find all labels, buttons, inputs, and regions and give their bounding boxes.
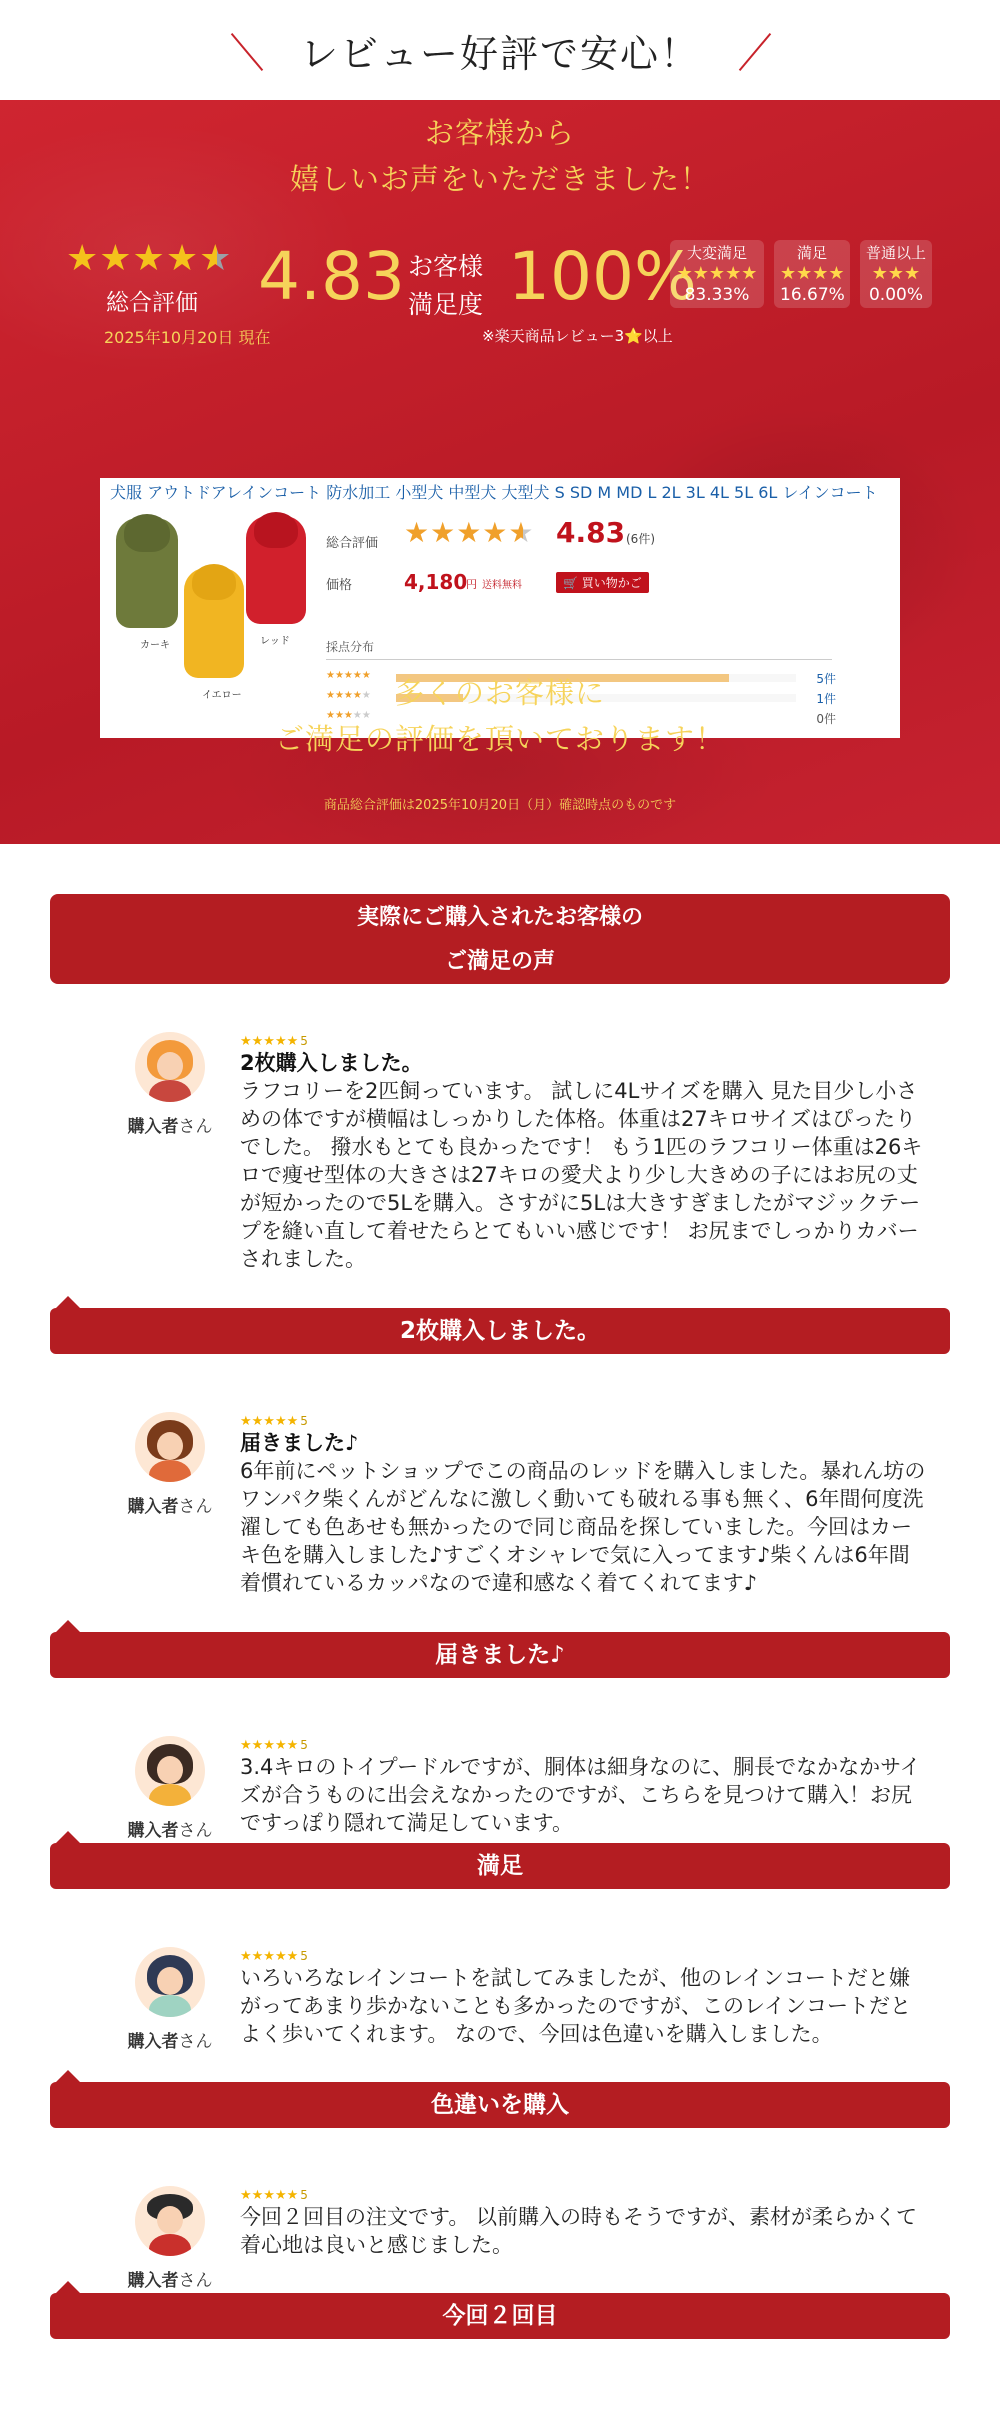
breakdown-stars: ★★★ xyxy=(871,263,921,284)
breakdown-label: 普通以上 xyxy=(866,244,927,262)
buyer-label: 購入者 xyxy=(127,2032,179,2052)
review-stars xyxy=(240,1034,930,1049)
review-content xyxy=(240,1949,930,2048)
review-stars xyxy=(240,1738,930,1753)
review-body: 今回２回目の注文です。 以前購入の時もそうですが、素材が柔らかくて 着心地は良いと感じました。 xyxy=(240,2205,917,2257)
product-title-link[interactable]: 犬服 アウトドアレインコート 防水加工 小型犬 中型犬 大型犬 S SD M MD L 2L 3L 4L 5L 6L レインコート xyxy=(110,483,878,502)
star-icon: ★★★★ xyxy=(326,690,362,701)
breakdown-satisfied xyxy=(774,240,850,308)
star-icon: ★★★ xyxy=(326,710,353,721)
review-score: 5 xyxy=(300,1414,308,1428)
raincoat-khaki-image xyxy=(116,518,178,628)
satisfaction-percent: 100% xyxy=(508,238,697,315)
breakdown-stars: ★★★★★ xyxy=(676,263,758,284)
reviewer xyxy=(100,1032,240,1137)
buyer-suffix: さん xyxy=(178,1497,213,1517)
reviewer xyxy=(100,1736,240,1841)
thanks-line-2: 嬉しいお声をいただきました！ xyxy=(289,162,710,196)
distribution-count-link[interactable]: 5件 xyxy=(816,672,836,686)
review-score: 5 xyxy=(300,1738,308,1752)
stats-row xyxy=(0,202,1000,347)
breakdown-label: 満足 xyxy=(796,244,827,262)
buyer-label: 購入者 xyxy=(127,2271,179,2291)
buyer-suffix: さん xyxy=(178,2032,213,2052)
review-count-link[interactable]: (6件) xyxy=(626,532,655,546)
breakdown-percent: 0.00% xyxy=(868,285,923,305)
overall-stars xyxy=(66,238,232,279)
review-title: 2枚購入しました。 xyxy=(240,1051,423,1075)
review-highlight-bar: 色違いを購入 xyxy=(50,2082,950,2128)
rating-label: 総合評価 xyxy=(326,536,379,551)
satisfaction-label-2: 満足度 xyxy=(408,290,484,319)
section-title: レビュー好評で安心！ xyxy=(299,31,700,76)
buyer-suffix: さん xyxy=(178,1117,213,1137)
free-shipping-label: 送料無料 xyxy=(482,580,522,591)
buyer-name xyxy=(100,2266,240,2291)
empty-star-icon: ★★ xyxy=(352,710,371,721)
buyer-name xyxy=(100,1112,240,1137)
breakdown-stars: ★★★★ xyxy=(780,263,845,284)
distribution-count-link[interactable]: 1件 xyxy=(816,692,836,706)
breakdown-very-satisfied xyxy=(670,240,764,308)
satisfaction-message xyxy=(0,670,1000,762)
buyer-suffix: さん xyxy=(178,2271,213,2291)
price-unit: 円 xyxy=(466,578,477,591)
star-icon: ★★★★★ xyxy=(326,670,371,681)
divider xyxy=(326,659,832,660)
avatar xyxy=(135,1947,205,2017)
raincoat-red-image xyxy=(246,516,306,624)
avatar xyxy=(135,1412,205,1482)
color-label-yellow: イエロー xyxy=(202,690,242,701)
review-highlight-bar: 今回２回目 xyxy=(50,2293,950,2339)
review-card xyxy=(50,1688,950,1899)
review-note: ※楽天商品レビュー3⭐以上 xyxy=(482,327,673,345)
reviewer xyxy=(100,1412,240,1517)
avatar xyxy=(135,1032,205,1102)
thanks-line-1: お客様から xyxy=(424,116,575,150)
review-stars xyxy=(240,1949,930,1964)
review-body: 3.4キロのトイプードルですが、胴体は細身なのに、胴長でなかなかサイズが合うものに出会えなかったのですが、こちらを見つけて購入！お尻ですっぽり隠れて満足しています。 xyxy=(240,1755,921,1835)
decor-slash-right xyxy=(739,33,771,71)
review-stars xyxy=(240,1414,930,1429)
star-icon: ★★★★★ xyxy=(240,1949,299,1964)
distribution-label: 採点分布 xyxy=(326,640,375,654)
buyer-label: 購入者 xyxy=(127,1821,179,1841)
breakdown-average-or-above xyxy=(860,240,932,308)
buyer-label: 購入者 xyxy=(127,1497,179,1517)
review-body: いろいろなレインコートを試してみましたが、他のレインコートだと嫌がってあまり歩かないことも多かったのですが、このレインコートだとよく歩いてくれます。 なので、今回は色違いを購入しました。 xyxy=(240,1966,911,2046)
price-label: 価格 xyxy=(326,578,353,593)
satisfaction-label xyxy=(408,248,483,324)
add-to-cart-button[interactable]: 🛒 買い物かご xyxy=(556,572,649,593)
breakdown-label: 大変満足 xyxy=(686,244,747,262)
decor-slash-left xyxy=(231,33,263,71)
half-star-icon: ★ xyxy=(199,238,233,279)
breakdown-boxes xyxy=(670,240,932,308)
review-card xyxy=(50,984,950,1364)
voices-heading-line-1: 実際にご購入されたお客様の xyxy=(356,905,643,930)
avatar xyxy=(135,2186,205,2256)
buyer-suffix: さん xyxy=(178,1821,213,1841)
review-content xyxy=(240,1034,930,1273)
review-content xyxy=(240,2188,930,2259)
review-card xyxy=(50,1899,950,2138)
raincoat-yellow-image xyxy=(184,568,244,678)
star-icon: ★★★★★ xyxy=(240,1738,299,1753)
review-score: 5 xyxy=(300,1949,308,1963)
message-line-1: 多くのお客様に xyxy=(394,676,605,710)
review-card xyxy=(50,1364,950,1688)
buyer-name xyxy=(100,1816,240,1841)
review-content xyxy=(240,1738,930,1837)
rating-summary-band xyxy=(0,100,1000,844)
star-icon: ★★★★ xyxy=(66,238,200,279)
overall-score: 4.83 xyxy=(258,238,405,315)
review-body: 6年前にペットショップでこの商品のレッドを購入しました。暴れん坊のワンパク柴くんがどんなに激しく動いても破れる事も無く、6年間何度洗濯しても色あせも無かったので同じ商品を探していました。今回はカーキ色を購入しました♪すごくオシャレで気に入ってます♪柴くんは6年間着慣れているカッパなので違和感なく着てくれてます♪ xyxy=(240,1459,926,1595)
distribution-count: 0件 xyxy=(816,712,836,726)
thanks-heading xyxy=(0,100,1000,202)
star-icon: ★★★★★ xyxy=(240,2188,299,2203)
voices-heading-line-2: ご満足の声 xyxy=(444,949,555,974)
reviewer xyxy=(100,1947,240,2052)
review-body: ラフコリーを2匹飼っています。 試しに4Lサイズを購入 見た目少し小さめの体ですが横幅はしっかりした体格。体重は27キロサイズはぴったりでした。 撥水もとても良かったです！ もう1匹のラフコリー体重は26キロで痩せ型体の大きさは27キロの愛犬より少し大きめの子にはお尻の丈が短かったので5Lを購入。さすがに5Lは大きすぎましたがマジックテープを縫い直して着せたらとてもいい感じです！ お尻までしっかりカバーされました。 xyxy=(240,1079,923,1271)
review-score: 5 xyxy=(300,1034,308,1048)
review-stars xyxy=(240,2188,930,2203)
satisfaction-label-1: お客様 xyxy=(408,252,484,281)
review-card xyxy=(50,2138,950,2349)
overall-label: 総合評価 xyxy=(106,290,198,316)
product-price: 4,180 xyxy=(404,570,468,594)
product-rating: 4.83 xyxy=(556,516,626,549)
message-line-2: ご満足の評価を頂いております！ xyxy=(274,722,725,756)
avatar xyxy=(135,1736,205,1806)
star-icon: ★★★★ xyxy=(404,516,509,549)
color-label-khaki: カーキ xyxy=(140,640,170,651)
breakdown-percent: 83.33% xyxy=(684,285,750,305)
buyer-name xyxy=(100,2027,240,2052)
half-star-icon: ★ xyxy=(508,516,535,549)
buyer-label: 購入者 xyxy=(127,1117,179,1137)
footnote: 商品総合評価は2025年10月20日（月）確認時点のものです xyxy=(323,798,677,813)
review-title: 届きました♪ xyxy=(240,1431,359,1455)
as-of-date: 2025年10月20日 現在 xyxy=(104,328,271,347)
section-header xyxy=(0,0,1000,100)
breakdown-percent: 16.67% xyxy=(780,285,845,305)
empty-star-icon: ★ xyxy=(361,690,371,701)
buyer-name xyxy=(100,1492,240,1517)
review-content xyxy=(240,1414,930,1597)
reviewer xyxy=(100,2186,240,2291)
color-label-red: レッド xyxy=(260,636,290,647)
review-highlight-bar: 2枚購入しました。 xyxy=(50,1308,950,1354)
review-highlight-bar: 届きました♪ xyxy=(50,1632,950,1678)
review-score: 5 xyxy=(300,2188,308,2202)
star-icon: ★★★★★ xyxy=(240,1034,299,1049)
star-icon: ★★★★★ xyxy=(240,1414,299,1429)
review-highlight-bar: 満足 xyxy=(50,1843,950,1889)
product-stars xyxy=(404,516,535,549)
voices-heading xyxy=(50,894,950,984)
